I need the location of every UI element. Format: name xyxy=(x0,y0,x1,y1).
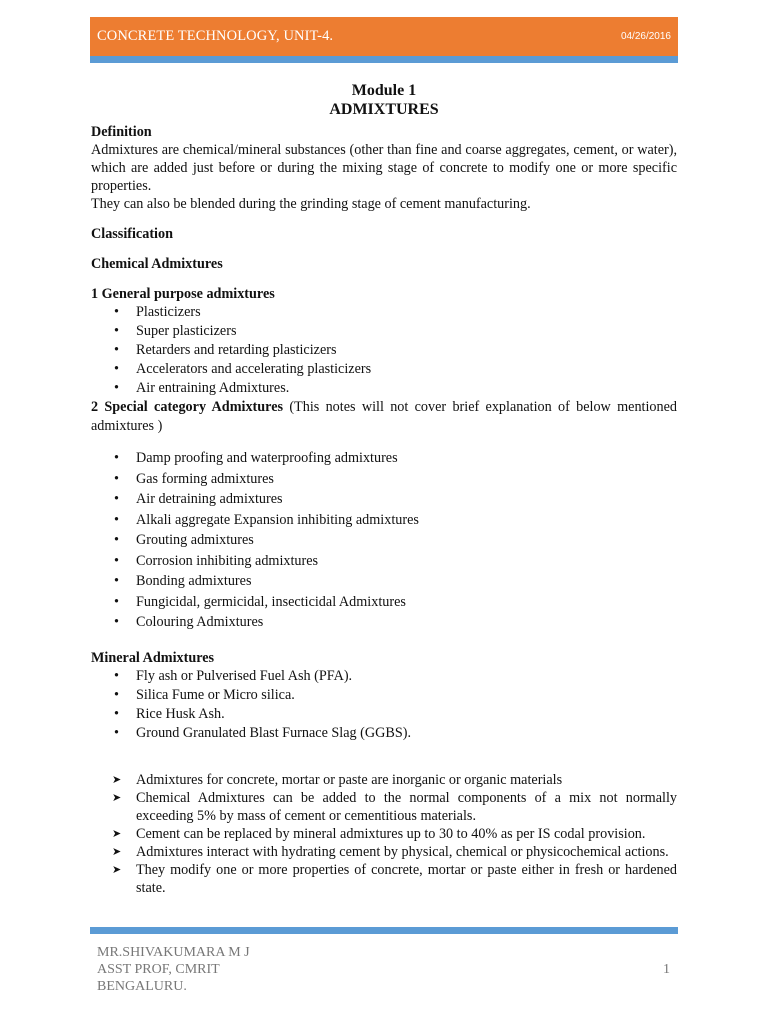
definition-text-2: They can also be blended during the grinding stage of cement manufacturing. xyxy=(91,196,531,212)
bullet-icon: • xyxy=(114,511,119,528)
mineral-admixtures-list xyxy=(91,667,677,743)
arrow-bullet-icon: ➤ xyxy=(112,773,122,786)
list-item: • Air entraining Admixtures. xyxy=(114,380,290,396)
general-purpose-heading: 1 General purpose admixtures xyxy=(91,286,275,302)
bullet-icon: • xyxy=(114,470,119,487)
definition-text: Admixtures are chemical/mineral substances (other than fine and coarse aggregates, cement, or water), which are added just before or during the mixing stage of concrete to modify one or more specific properties. xyxy=(91,142,677,194)
mineral-admixtures-heading: Mineral Admixtures xyxy=(91,649,215,666)
list-item: • Retarders and retarding plasticizers xyxy=(114,342,337,358)
footer-divider xyxy=(90,927,678,934)
bullet-icon: • xyxy=(114,614,119,630)
author-title: ASST PROF, CMRIT xyxy=(97,962,220,977)
chemical-admixtures-heading: Chemical Admixtures xyxy=(91,256,223,272)
list-item: ➤ Cement can be replaced by mineral admixtures up to 30 to 40% as per IS codal provision. xyxy=(112,825,646,842)
list-item: ➤ Chemical Admixtures can be added to the normal components of a mix not normally exceeding 5% by mass of cement or cementitious materials. xyxy=(112,789,677,824)
bullet-icon: • xyxy=(114,573,119,589)
module-title: Module 1 xyxy=(351,82,417,99)
list-item: • Accelerators and accelerating plasticizers xyxy=(114,361,372,377)
list-item: • Fly ash or Pulverised Fuel Ash (PFA). xyxy=(114,667,353,684)
bullet-icon: • xyxy=(114,323,119,339)
bullet-icon: • xyxy=(114,724,119,741)
bullet-icon: • xyxy=(114,491,119,507)
footer-author xyxy=(97,944,250,995)
document-body xyxy=(91,81,677,897)
bullet-icon: • xyxy=(114,705,119,722)
arrow-bullet-icon: ➤ xyxy=(112,827,122,840)
special-category-heading: 2 Special category Admixtures xyxy=(91,399,284,415)
header-title: CONCRETE TECHNOLOGY, UNIT-4. xyxy=(97,28,334,44)
list-item: • Damp proofing and waterproofing admixtures xyxy=(91,448,677,469)
special-category-list xyxy=(91,448,677,633)
list-item: • Silica Fume or Micro silica. xyxy=(114,686,295,703)
bullet-icon: • xyxy=(114,686,119,703)
list-item: • Corrosion inhibiting admixtures xyxy=(91,551,677,572)
list-item: • Super plasticizers xyxy=(114,323,237,339)
list-item: ➤ They modify one or more properties of concrete, mortar or paste either in fresh or hardened state. xyxy=(112,861,677,896)
list-item: • Gas forming admixtures xyxy=(91,469,677,490)
list-item: • Air detraining admixtures xyxy=(91,489,677,510)
general-purpose-list xyxy=(91,303,677,398)
list-item: ➤ Admixtures for concrete, mortar or paste are inorganic or organic materials xyxy=(112,771,563,788)
author-name: MR.SHIVAKUMARA M J xyxy=(97,945,250,960)
arrow-bullet-icon: ➤ xyxy=(112,845,122,858)
header-date: 04/26/2016 xyxy=(620,31,671,42)
bullet-icon: • xyxy=(114,532,119,548)
author-location: BENGALURU. xyxy=(97,979,187,994)
notes-list xyxy=(91,771,677,897)
page-header xyxy=(90,17,678,56)
bullet-icon: • xyxy=(114,380,119,396)
list-item: • Ground Granulated Blast Furnace Slag (GGBS). xyxy=(114,724,412,741)
list-item: • Rice Husk Ash. xyxy=(114,705,225,722)
list-item: • Alkali aggregate Expansion inhibiting admixtures xyxy=(91,510,677,531)
list-item: • Grouting admixtures xyxy=(91,530,677,551)
special-category-paragraph xyxy=(91,398,677,436)
list-item: • Plasticizers xyxy=(114,304,201,320)
arrow-bullet-icon: ➤ xyxy=(112,863,122,876)
page-title: ADMIXTURES xyxy=(329,101,439,118)
page-number: 1 xyxy=(663,962,670,977)
bullet-icon: • xyxy=(114,361,119,377)
list-item: • Fungicidal, germicidal, insecticidal Admixtures xyxy=(91,592,677,613)
bullet-icon: • xyxy=(114,304,119,320)
bullet-icon: • xyxy=(114,342,119,358)
header-divider xyxy=(90,56,678,63)
list-item: ➤ Admixtures interact with hydrating cement by physical, chemical or physicochemical actions. xyxy=(112,843,669,860)
definition-heading: Definition xyxy=(91,124,152,140)
list-item: • Bonding admixtures xyxy=(91,571,677,592)
arrow-bullet-icon: ➤ xyxy=(112,791,122,804)
bullet-icon: • xyxy=(114,450,119,466)
bullet-icon: • xyxy=(114,593,119,610)
bullet-icon: • xyxy=(114,552,119,569)
list-item: • Colouring Admixtures xyxy=(91,612,677,633)
classification-heading: Classification xyxy=(91,226,173,242)
special-category-note: (This notes will not cover brief explanation of below mentioned admixtures ) xyxy=(91,399,677,434)
bullet-icon: • xyxy=(114,667,119,684)
